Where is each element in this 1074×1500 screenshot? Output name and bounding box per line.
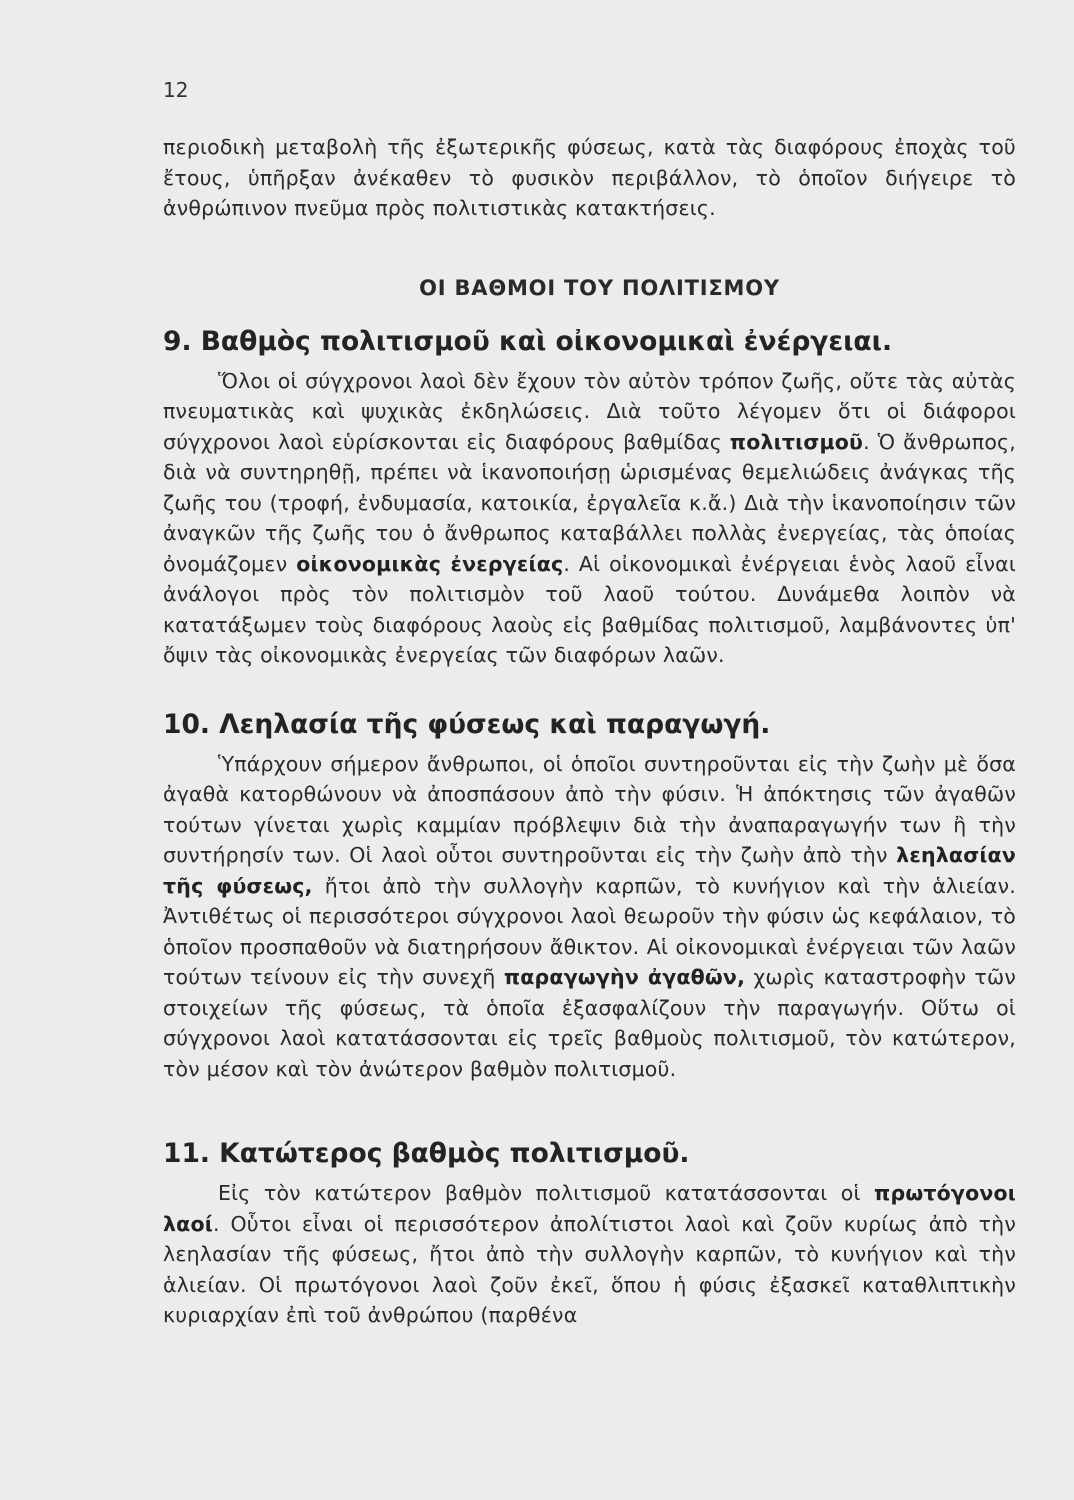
intro-paragraph: περιοδικὴ μεταβολὴ τῆς ἐξωτερικῆς φύσεως, κατὰ τὰς διαφόρους ἐποχὰς τοῦ ἔτους, ὑπῆρξαν ἀνέκαθεν τὸ φυσικὸν περιβάλλον, τὸ ὁποῖον διήγειρε τὸ ἀνθρώπινον πνεῦμα πρὸς πολιτιστικὰς κατακτήσεις. — [163, 135, 1016, 220]
text-run: χωρὶς καταστροφὴν τῶν στοιχείων τῆς φύσεως, τὰ ὁποῖα ἐξασφαλίζουν τὴν παραγωγήν. Οὕτω οἱ σύγχρονοι λαοὶ κατατάσσονται εἰς τρεῖς βαθμοὺς πολιτισμοῦ, τὸν κατώτερον, τὸν μέσον καὶ τὸν ἀνώτερον βαθμὸν πολιτισμοῦ. — [163, 965, 1016, 1081]
text-run: . Ὁ ἄνθρωπος, διὰ νὰ συντηρηθῇ, πρέπει νὰ ἱκανοποιήσῃ ὡρισμένας θεμελιώδεις ἀνάγκας τῆς ζωῆς του (τροφή, ἐνδυμασία, κατοικία, ἐργαλεῖα κ.ἄ.) Διὰ τὴν ἱκανοποίησιν τῶν ἀναγκῶν τῆς ζωῆς του ὁ ἄνθρωπος καταβάλλει πολλὰς ἐνεργείας, τὰς ὁποίας ὀνομάζομεν — [163, 429, 1017, 576]
heading-section-9: 9. Βαθμὸς πολιτισμοῦ καὶ οἰκονομικαὶ ἐνέργειαι. — [163, 325, 893, 357]
paragraph-section-11 — [163, 1178, 1016, 1331]
text-run: Ὅλοι οἱ σύγχρονοι λαοὶ δὲν ἔχουν τὸν αὐτὸν τρόπον ζωῆς, οὔτε τὰς αὐτὰς πνευματικὰς καὶ ψυχικὰς ἐκδηλώσεις. Διὰ τοῦτο λέγομεν ὅτι οἱ διάφοροι σύγχρονοι λαοὶ εὑρίσκονται εἰς διαφόρους βαθμίδας — [163, 368, 1016, 454]
section-title: ΟΙ ΒΑΘΜΟΙ ΤΟΥ ΠΟΛΙΤΙΣΜΟΥ — [419, 275, 780, 300]
heading-section-10: 10. Λεηλασία τῆς φύσεως καὶ παραγωγή. — [163, 708, 771, 740]
paragraph-section-10 — [163, 749, 1016, 1085]
bold-term: οἰκονομικὰς ἐνεργείας — [296, 551, 564, 576]
text-run: ἤτοι ἀπὸ τὴν συλλογὴν καρπῶν, τὸ κυνήγιον καὶ τὴν ἁλιείαν. Ἀντιθέτως οἱ περισσότεροι σύγχρονοι λαοὶ θεωροῦν τὴν φύσιν ὡς κεφάλαιον, τὸ ὁποῖον προσπαθοῦν νὰ διατηρήσουν ἄθικτον. Αἱ οἰκονομικαὶ ἐνέργειαι τῶν λαῶν τούτων τείνουν εἰς τὴν συνεχῆ — [163, 873, 1016, 989]
text-run: . Οὗτοι εἶναι οἱ περισσότερον ἀπολίτιστοι λαοὶ καὶ ζοῦν κυρίως ἀπὸ τὴν λεηλασίαν τῆς φύσεως, ἤτοι ἀπὸ τὴν συλλογὴν καρπῶν, τὸ κυνήγιον καὶ τὴν ἁλιείαν. Οἱ πρωτόγονοι λαοὶ ζοῦν ἐκεῖ, ὅπου ἡ φύσις ἐξασκεῖ καταθλιπτικὴν κυριαρχίαν ἐπὶ τοῦ ἀνθρώπου (παρθένα — [163, 1211, 1016, 1327]
heading-section-11: 11. Κατώτερος βαθμὸς πολιτισμοῦ. — [163, 1138, 690, 1169]
bold-term: πρωτόγονοι λαοί — [163, 1181, 1016, 1236]
text-run: Ὑπάρχουν σήμερον ἄνθρωποι, οἱ ὁποῖοι συντηροῦνται εἰς τὴν ζωὴν μὲ ὅσα ἀγαθὰ κατορθώνουν νὰ ἀποσπάσουν ἀπὸ τὴν φύσιν. Ἡ ἀπόκτησις τῶν ἀγαθῶν τούτων γίνεται χωρὶς καμμίαν πρόβλεψιν διὰ τὴν ἀναπαραγωγήν των ἢ τὴν συντήρησίν των. Οἱ λαοὶ οὗτοι συντηροῦνται εἰς τὴν ζωὴν ἀπὸ τὴν — [163, 751, 1016, 867]
paragraph-section-9 — [163, 366, 1016, 671]
text-run: . Αἱ οἰκονομικαὶ ἐνέργειαι ἑνὸς λαοῦ εἶναι ἀνάλογοι πρὸς τὸν πολιτισμὸν τοῦ λαοῦ τούτου. Δυνάμεθα λοιπὸν νὰ κατατάξωμεν τοὺς διαφόρους λαοὺς εἰς βαθμίδας πολιτισμοῦ, λαμβάνοντες ὑπ' ὄψιν τὰς οἰκονομικὰς ἐνεργείας τῶν διαφόρων λαῶν. — [163, 551, 1016, 667]
bold-term: παραγωγὴν ἀγαθῶν, — [503, 965, 746, 989]
bold-term: πολιτισμοῦ — [729, 429, 864, 454]
bold-term: λεηλασίαν τῆς φύσεως, — [163, 843, 1016, 898]
page-number: 12 — [163, 78, 189, 102]
text-run: Εἰς τὸν κατώτερον βαθμὸν πολιτισμοῦ κατατάσσονται οἱ — [218, 1181, 875, 1205]
